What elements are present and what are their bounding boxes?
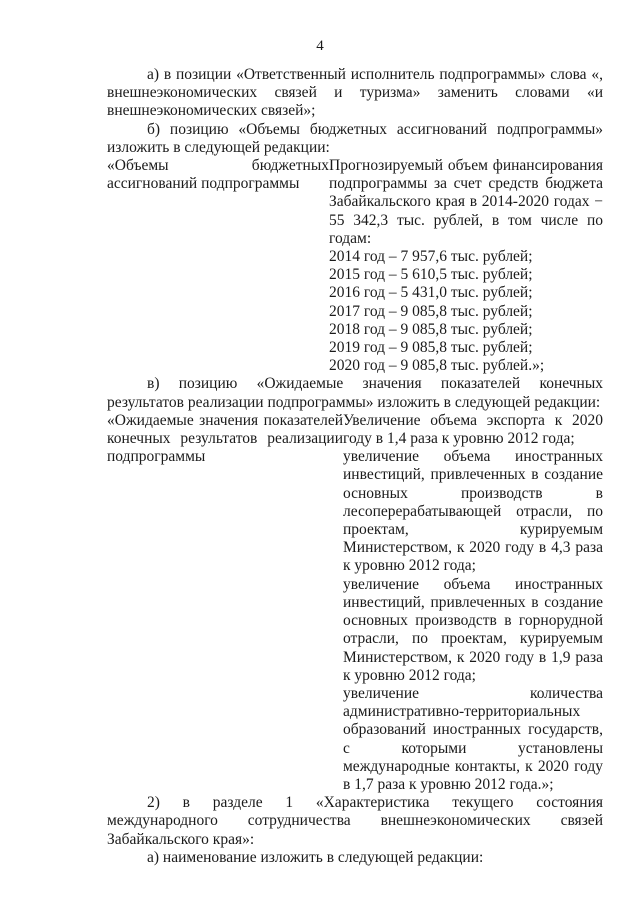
budget-year-line: 2017 год – 9 085,8 тыс. рублей;: [329, 302, 533, 320]
page-number: 4: [316, 38, 324, 54]
result-item: увеличение объема иностранных инвестиций, привлеченных в создание основных производств в горнорудной отрасли, по проектам, курируемым Министерством, к 2020 году в 1,9 раза к уровню 2012 года;: [343, 575, 603, 684]
paragraph-2: 2) в разделе 1 «Характеристика текущего состояния международного сотрудничества внешнеэкономических связей Забайкальского края»:: [107, 794, 603, 848]
results-table-value-cell: [343, 412, 603, 794]
budget-year-line: 2015 год – 5 610,5 тыс. рублей;: [329, 266, 533, 284]
paragraph-a: а) в позиции «Ответственный исполнитель подпрограммы» слова «, внешнеэкономических связей и туризма» заменить словами «и внешнеэкономических связей»;: [107, 66, 603, 120]
paragraph-v: в) позицию «Ожидаемые значения показателей конечных результатов реализации подпрограммы» изложить в следующей редакции:: [107, 375, 603, 411]
paragraph-b: б) позицию «Объемы бюджетных ассигнований подпрограммы» изложить в следующей редакции:: [107, 120, 603, 156]
result-item: Увеличение объема экспорта к 2020 году в 1,4 раза к уровню 2012 года;: [343, 411, 603, 448]
paragraph-2a: а) наименование изложить в следующей редакции:: [147, 848, 484, 866]
budget-year-line: 2020 год – 9 085,8 тыс. рублей.»;: [329, 357, 545, 375]
budget-table-label-cell: [107, 157, 329, 375]
results-table-label: «Ожидаемые значения показателей конечных результатов реализации подпрограммы: [107, 411, 343, 466]
budget-year-line: 2019 год – 9 085,8 тыс. рублей;: [329, 339, 533, 357]
budget-table: [107, 157, 603, 375]
budget-intro: Прогнозируемый объем финансирования подпрограммы за счет средств бюджета Забайкальского края в 2014-2020 годах − 55 342,3 тыс. рублей, в том числе по годам:: [329, 157, 603, 247]
budget-year-line: 2018 год – 9 085,8 тыс. рублей;: [329, 320, 533, 338]
budget-year-line: 2014 год – 7 957,6 тыс. рублей;: [329, 248, 533, 266]
budget-table-label: «Объемы бюджетных ассигнований подпрограммы: [107, 157, 329, 193]
result-item: увеличение количества административно-территориальных образований иностранных государств, с которыми установлены международные контакты, к 2020 году в 1,7 раза к уровню 2012 года.»;: [343, 684, 603, 793]
results-table: [107, 412, 603, 794]
result-item: увеличение объема иностранных инвестиций, привлеченных в создание основных производств в лесоперерабатывающей отрасли, по проектам, курируемым Министерством, к 2020 году в 4,3 раза к уровню 2012 года;: [343, 448, 603, 575]
document-body: [107, 66, 603, 867]
budget-year-line: 2016 год – 5 431,0 тыс. рублей;: [329, 284, 533, 302]
results-table-label-cell: [107, 412, 343, 794]
budget-table-value-cell: [329, 157, 603, 375]
